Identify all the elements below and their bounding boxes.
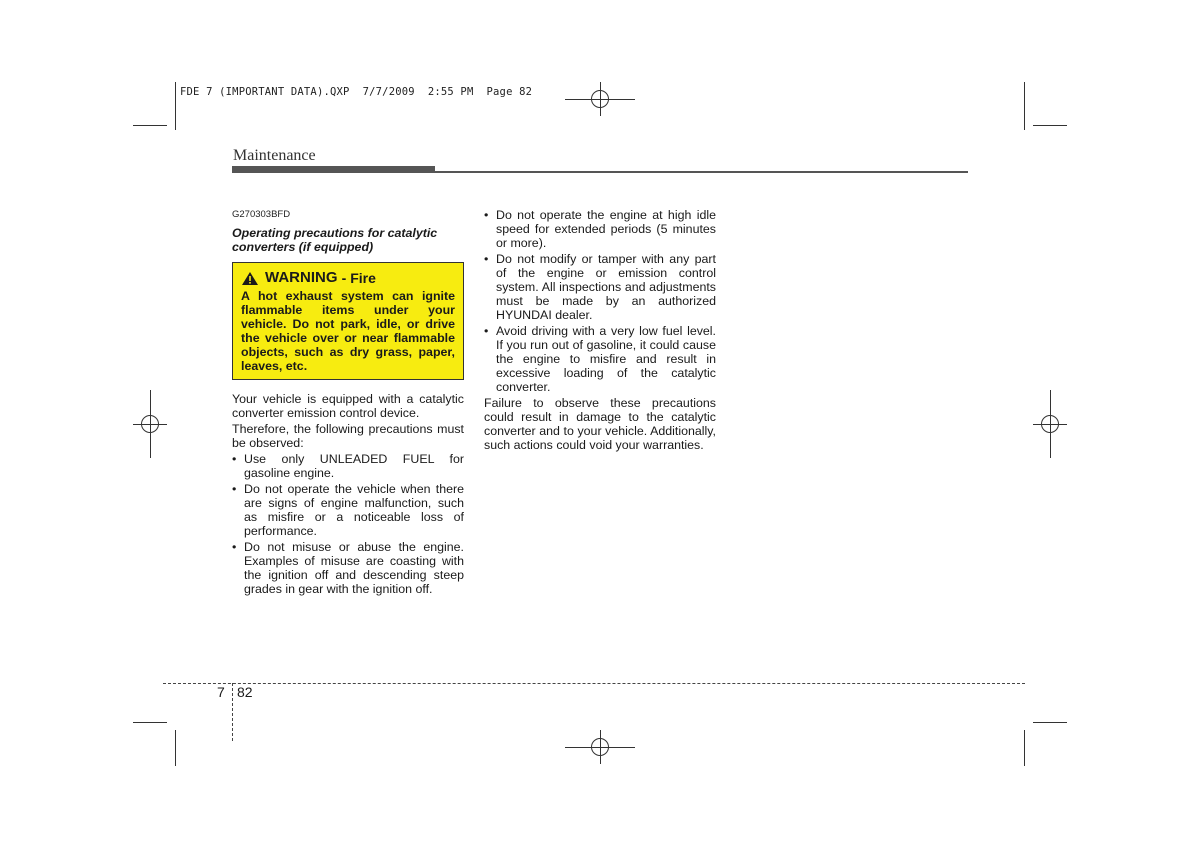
intro-paragraph: Your vehicle is equipped with a catalytic converter emission control device. xyxy=(232,392,464,420)
closing-paragraph: Failure to observe these precautions could result in damage to the catalytic converter and to your vehicle. Additionally, such actions could void your warranties. xyxy=(484,396,716,452)
page-number: 82 xyxy=(237,684,253,700)
header-rule xyxy=(232,171,968,173)
precautions-intro: Therefore, the following precautions must be observed: xyxy=(232,422,464,450)
footer-vertical-divider xyxy=(232,683,233,741)
print-slug: FDE 7 (IMPORTANT DATA).QXP 7/7/2009 2:55 PM Page 82 xyxy=(180,86,533,98)
subheading: Operating precautions for catalytic converters (if equipped) xyxy=(232,226,438,254)
footer-divider xyxy=(163,683,1025,684)
list-item: • Do not modify or tamper with any part of the engine or emission control system. All inspections and adjustments must be made by an authorized HYUNDAI dealer. xyxy=(484,252,716,322)
warning-subtitle: - Fire xyxy=(341,270,376,286)
warning-triangle-icon xyxy=(241,271,259,286)
warning-body: A hot exhaust system can ignite flammable items under your vehicle. Do not park, idle, or drive the vehicle over or near flammable objects, such as dry grass, paper, leaves, etc. xyxy=(241,289,455,373)
warning-title: WARNING xyxy=(265,269,338,286)
left-column xyxy=(232,208,464,598)
reference-code: G270303BFD xyxy=(232,209,291,220)
warning-box xyxy=(232,262,464,380)
list-item: • Use only UNLEADED FUEL for gasoline engine. xyxy=(232,452,464,480)
section-title: Maintenance xyxy=(233,147,316,164)
right-column xyxy=(484,208,716,454)
left-bullet-list xyxy=(232,452,464,596)
right-bullet-list xyxy=(484,208,716,394)
chapter-number: 7 xyxy=(217,684,225,700)
list-item: • Do not operate the vehicle when there are signs of engine malfunction, such as misfire or a noticeable loss of performance. xyxy=(232,482,464,538)
list-item: • Do not misuse or abuse the engine. Examples of misuse are coasting with the ignition off and descending steep grades in gear with the ignition off. xyxy=(232,540,464,596)
list-item: • Avoid driving with a very low fuel level. If you run out of gasoline, it could cause the engine to misfire and result in excessive loading of the catalytic converter. xyxy=(484,324,716,394)
warning-heading xyxy=(241,269,455,287)
list-item: • Do not operate the engine at high idle speed for extended periods (5 minutes or more). xyxy=(484,208,716,250)
